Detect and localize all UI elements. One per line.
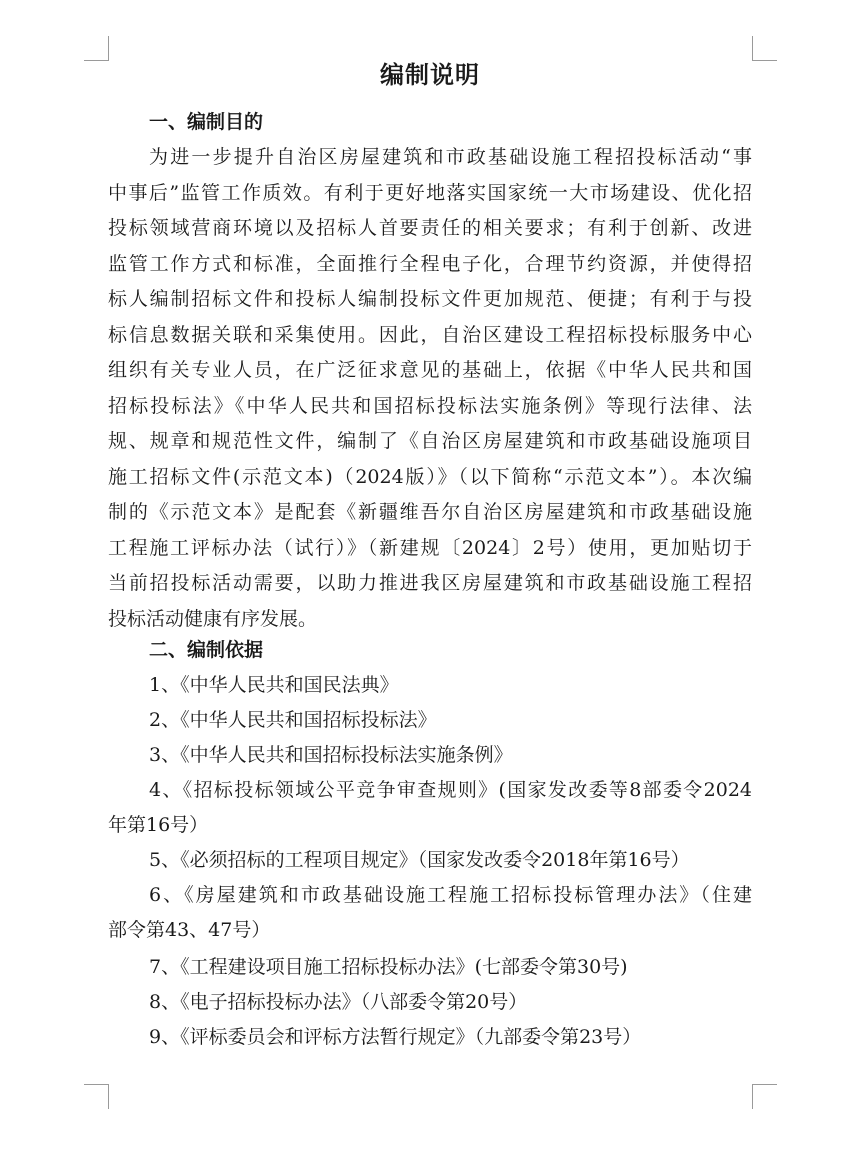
list-item-line: 5、《必须招标的工程项目规定》（国家发改委令2018年第16号） <box>149 849 690 871</box>
list-item-line: 年第16号） <box>108 814 209 836</box>
list-item <box>108 985 752 1020</box>
paragraph-line: 工程施工评标办法（试行）》（新建规〔2024〕2号）使用，更加贴切于 <box>108 536 752 559</box>
list-item-line: 8、《电子招标投标办法》（八部委令第20号） <box>149 991 528 1013</box>
list-item-line: 1、《中华人民共和国民法典》 <box>149 674 399 696</box>
paragraph-line: 招标投标法》《中华人民共和国招标投标法实施条例》等现行法律、法 <box>108 394 752 417</box>
paragraph-line: 当前招投标活动需要，以助力推进我区房屋建筑和市政基础设施工程招 <box>108 572 752 594</box>
list-item-line: 2、《中华人民共和国招标投标法》 <box>149 709 437 731</box>
list-item <box>108 738 752 773</box>
list-item <box>108 1020 752 1055</box>
list-item-line: 4、《招标投标领域公平竞争审查规则》(国家发改委等8部委令2024 <box>149 779 752 801</box>
list-item-line: 7、《工程建设项目施工招标投标办法》(七部委令第30号) <box>149 956 628 978</box>
document-title: 编制说明 <box>380 61 480 89</box>
list-item <box>108 843 752 878</box>
section-heading-basis: 二、编制依据 <box>149 639 264 661</box>
paragraph-line: 组织有关专业人员，在广泛征求意见的基础上，依据《中华人民共和国 <box>108 359 752 381</box>
list-item <box>108 878 752 948</box>
paragraph-line: 为进一步提升自治区房屋建筑和市政基础设施工程招投标活动“事 <box>149 146 752 168</box>
paragraph-line: 标人编制招标文件和投标人编制投标文件更加规范、便捷；有利于与投 <box>108 288 752 310</box>
list-item <box>108 668 752 703</box>
paragraph-line: 投标活动健康有序发展。 <box>108 607 318 630</box>
paragraph-line: 施工招标文件(示范文本)（2024版）》（以下简称“示范文本”）。本次编 <box>108 465 752 488</box>
list-item <box>108 703 752 738</box>
paragraph-line: 中事后”监管工作质效。有利于更好地落实国家统一大市场建设、优化招 <box>108 181 752 204</box>
paragraph-line: 投标领域营商环境以及招标人首要责任的相关要求；有利于创新、改进 <box>108 217 752 239</box>
list-item-line: 6、《房屋建筑和市政基础设施工程施工招标投标管理办法》（住建 <box>149 884 752 906</box>
list-item-line: 9、《评标委员会和评标方法暂行规定》（九部委令第23号） <box>149 1026 642 1048</box>
crop-mark-top-left <box>84 36 109 61</box>
section-heading-purpose: 一、编制目的 <box>149 111 264 133</box>
paragraph-line: 规、规章和规范性文件，编制了《自治区房屋建筑和市政基础设施项目 <box>108 430 752 452</box>
purpose-paragraph <box>108 140 752 637</box>
list-item-line: 3、《中华人民共和国招标投标法实施条例》 <box>149 744 513 766</box>
paragraph-line: 制的《示范文本》是配套《新疆维吾尔自治区房屋建筑和市政基础设施 <box>108 501 752 523</box>
paragraph-line: 监管工作方式和标准，全面推行全程电子化，合理节约资源，并使得招 <box>108 252 752 275</box>
crop-mark-top-right <box>752 36 777 61</box>
list-item-line: 部令第43、47号） <box>108 919 271 941</box>
paragraph-line: 标信息数据关联和采集使用。因此，自治区建设工程招标投标服务中心 <box>108 323 752 346</box>
crop-mark-bottom-left <box>84 1084 109 1109</box>
crop-mark-bottom-right <box>752 1084 777 1109</box>
list-item <box>108 950 752 985</box>
list-item <box>108 773 752 843</box>
